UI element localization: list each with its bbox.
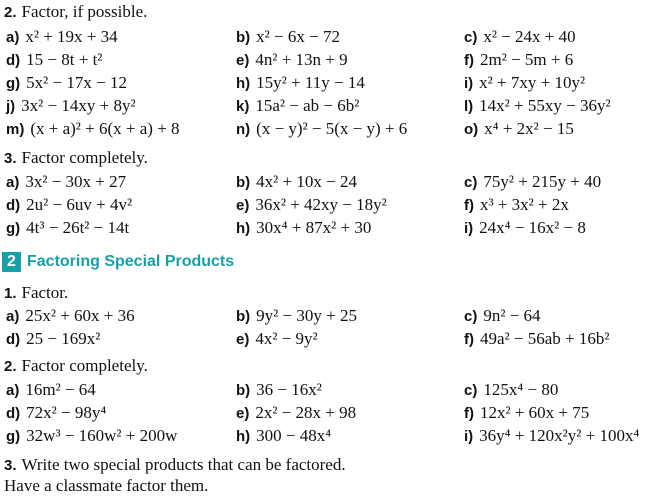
item-label: g) [6, 428, 21, 445]
item-label: m) [6, 121, 25, 138]
item-label: a) [6, 29, 20, 46]
item-label: c) [464, 174, 478, 191]
item-expression: 2x² − 28x + 98 [255, 403, 357, 422]
item-expression: 4n² + 13n + 9 [255, 50, 348, 69]
exercise-item [6, 172, 126, 192]
question-number: 2. [4, 358, 17, 375]
item-label: e) [236, 197, 250, 214]
item-label: a) [6, 382, 20, 399]
question-text: Factor completely. [21, 148, 148, 167]
exercise-item [6, 119, 180, 139]
exercise-item [464, 119, 574, 139]
section-header [2, 252, 234, 274]
question-3-heading [4, 148, 148, 168]
item-expression: 72x² − 98y⁴ [26, 403, 107, 422]
item-expression: 4x² − 9y² [255, 329, 318, 348]
exercise-item [6, 426, 177, 446]
exercise-item [236, 73, 365, 93]
question-2-heading [4, 2, 147, 22]
exercise-row [0, 50, 664, 72]
exercise-item [6, 329, 100, 349]
exercise-item [236, 380, 322, 400]
exercise-item [6, 306, 135, 326]
exercise-item [464, 73, 585, 93]
item-expression: 36x² + 42xy − 18y² [255, 195, 387, 214]
item-label: e) [236, 405, 250, 422]
question-text-continuation: Have a classmate factor them. [4, 476, 209, 495]
exercise-item [236, 329, 318, 349]
item-label: o) [464, 121, 479, 138]
item-label: d) [6, 52, 21, 69]
item-expression: 32w³ − 160w² + 200w [26, 426, 178, 445]
item-expression: 5x² − 17x − 12 [26, 73, 127, 92]
item-label: e) [236, 52, 250, 69]
item-label: g) [6, 220, 21, 237]
exercise-row [0, 119, 664, 141]
item-label: e) [236, 331, 250, 348]
item-expression: 25x² + 60x + 36 [25, 306, 135, 325]
exercise-item [6, 50, 102, 70]
exercise-row [0, 172, 664, 194]
item-label: h) [236, 428, 251, 445]
exercise-item [6, 27, 118, 47]
item-expression: 3x² − 30x + 27 [25, 172, 127, 191]
item-label: b) [236, 308, 251, 325]
item-expression: 2u² − 6uv + 4v² [26, 195, 133, 214]
question-text: Factor completely. [21, 356, 148, 375]
item-label: f) [464, 405, 474, 422]
item-label: i) [464, 220, 474, 237]
item-label: b) [236, 174, 251, 191]
exercise-item [236, 306, 357, 326]
item-label: c) [464, 308, 478, 325]
exercise-item [464, 329, 609, 349]
item-expression: 36 − 16x² [256, 380, 322, 399]
item-expression: 3x² − 14xy + 8y² [21, 96, 136, 115]
item-expression: 15 − 8t + t² [26, 50, 103, 69]
item-label: f) [464, 331, 474, 348]
item-expression: 30x⁴ + 87x² + 30 [256, 218, 372, 237]
item-label: f) [464, 52, 474, 69]
item-expression: 36y⁴ + 120x²y² + 100x⁴ [479, 426, 640, 445]
exercise-item [464, 426, 639, 446]
item-expression: 12x² + 60x + 75 [480, 403, 590, 422]
exercise-row [0, 426, 664, 448]
item-label: i) [464, 75, 474, 92]
item-expression: 9n² − 64 [483, 306, 541, 325]
item-label: h) [236, 220, 251, 237]
exercise-item [236, 27, 340, 47]
item-expression: 300 − 48x⁴ [256, 426, 332, 445]
item-label: n) [236, 121, 251, 138]
exercise-item [464, 403, 589, 423]
exercise-item [236, 96, 359, 116]
exercise-item [464, 96, 611, 116]
exercise-item [464, 218, 586, 238]
exercise-item [6, 403, 106, 423]
question-number: 3. [4, 150, 17, 167]
exercise-item [236, 218, 371, 238]
item-label: c) [464, 29, 478, 46]
item-label: l) [464, 98, 474, 115]
exercise-item [6, 73, 127, 93]
item-label: b) [236, 382, 251, 399]
exercise-item [236, 119, 407, 139]
exercise-item [236, 426, 331, 446]
item-expression: 9y² − 30y + 25 [256, 306, 357, 325]
question-text: Factor, if possible. [21, 2, 148, 21]
exercise-item [6, 96, 136, 116]
question-1-heading [4, 283, 68, 303]
item-expression: 16m² − 64 [25, 380, 96, 399]
item-label: g) [6, 75, 21, 92]
item-expression: 4x² + 10x − 24 [256, 172, 357, 191]
item-label: b) [236, 29, 251, 46]
exercise-row [0, 218, 664, 240]
exercise-item [464, 172, 601, 192]
exercise-item [236, 403, 356, 423]
item-expression: x² − 6x − 72 [256, 27, 340, 46]
item-expression: x³ + 3x² + 2x [480, 195, 569, 214]
item-label: d) [6, 197, 21, 214]
exercise-row [0, 306, 664, 328]
question-2-heading [4, 356, 148, 376]
exercise-item [6, 218, 129, 238]
item-expression: (x + a)² + 6(x + a) + 8 [30, 119, 180, 138]
question-number: 1. [4, 285, 17, 302]
exercise-row [0, 195, 664, 217]
item-expression: 4t³ − 26t² − 14t [26, 218, 130, 237]
item-label: f) [464, 197, 474, 214]
exercise-item [236, 172, 357, 192]
item-expression: x² − 24x + 40 [483, 27, 576, 46]
item-expression: 25 − 169x² [26, 329, 101, 348]
exercise-item [236, 195, 387, 215]
question-3-heading [4, 455, 346, 475]
exercise-item [464, 195, 569, 215]
exercise-item [6, 195, 132, 215]
item-expression: 24x⁴ − 16x² − 8 [479, 218, 586, 237]
exercise-row [0, 380, 664, 402]
item-expression: x² + 7xy + 10y² [479, 73, 586, 92]
item-expression: 125x⁴ − 80 [483, 380, 559, 399]
item-label: h) [236, 75, 251, 92]
item-label: k) [236, 98, 250, 115]
item-label: i) [464, 428, 474, 445]
item-label: c) [464, 382, 478, 399]
exercise-row [0, 27, 664, 49]
exercise-item [464, 50, 573, 70]
exercise-row [0, 73, 664, 95]
item-label: d) [6, 405, 21, 422]
item-label: a) [6, 308, 20, 325]
exercise-item [464, 380, 558, 400]
exercise-item [6, 380, 96, 400]
item-label: d) [6, 331, 21, 348]
item-expression: x⁴ + 2x² − 15 [484, 119, 574, 138]
section-title: Factoring Special Products [27, 253, 235, 270]
question-text: Write two special products that can be factored. [21, 455, 346, 474]
item-expression: (x − y)² − 5(x − y) + 6 [256, 119, 408, 138]
item-expression: 2m² − 5m + 6 [480, 50, 574, 69]
item-expression: 15a² − ab − 6b² [255, 96, 360, 115]
exercise-item [464, 306, 541, 326]
item-expression: 49a² − 56ab + 16b² [480, 329, 610, 348]
exercise-item [464, 27, 576, 47]
item-expression: 75y² + 215y + 40 [483, 172, 602, 191]
item-label: a) [6, 174, 20, 191]
exercise-row [0, 329, 664, 351]
question-text: Factor. [21, 283, 69, 302]
question-number: 3. [4, 457, 17, 474]
section-number-badge: 2 [2, 252, 21, 272]
exercise-row [0, 96, 664, 118]
item-expression: 15y² + 11y − 14 [256, 73, 365, 92]
question-number: 2. [4, 4, 17, 21]
exercise-row [0, 403, 664, 425]
item-expression: 14x² + 55xy − 36y² [479, 96, 611, 115]
item-label: j) [6, 98, 16, 115]
exercise-item [236, 50, 348, 70]
item-expression: x² + 19x + 34 [25, 27, 118, 46]
